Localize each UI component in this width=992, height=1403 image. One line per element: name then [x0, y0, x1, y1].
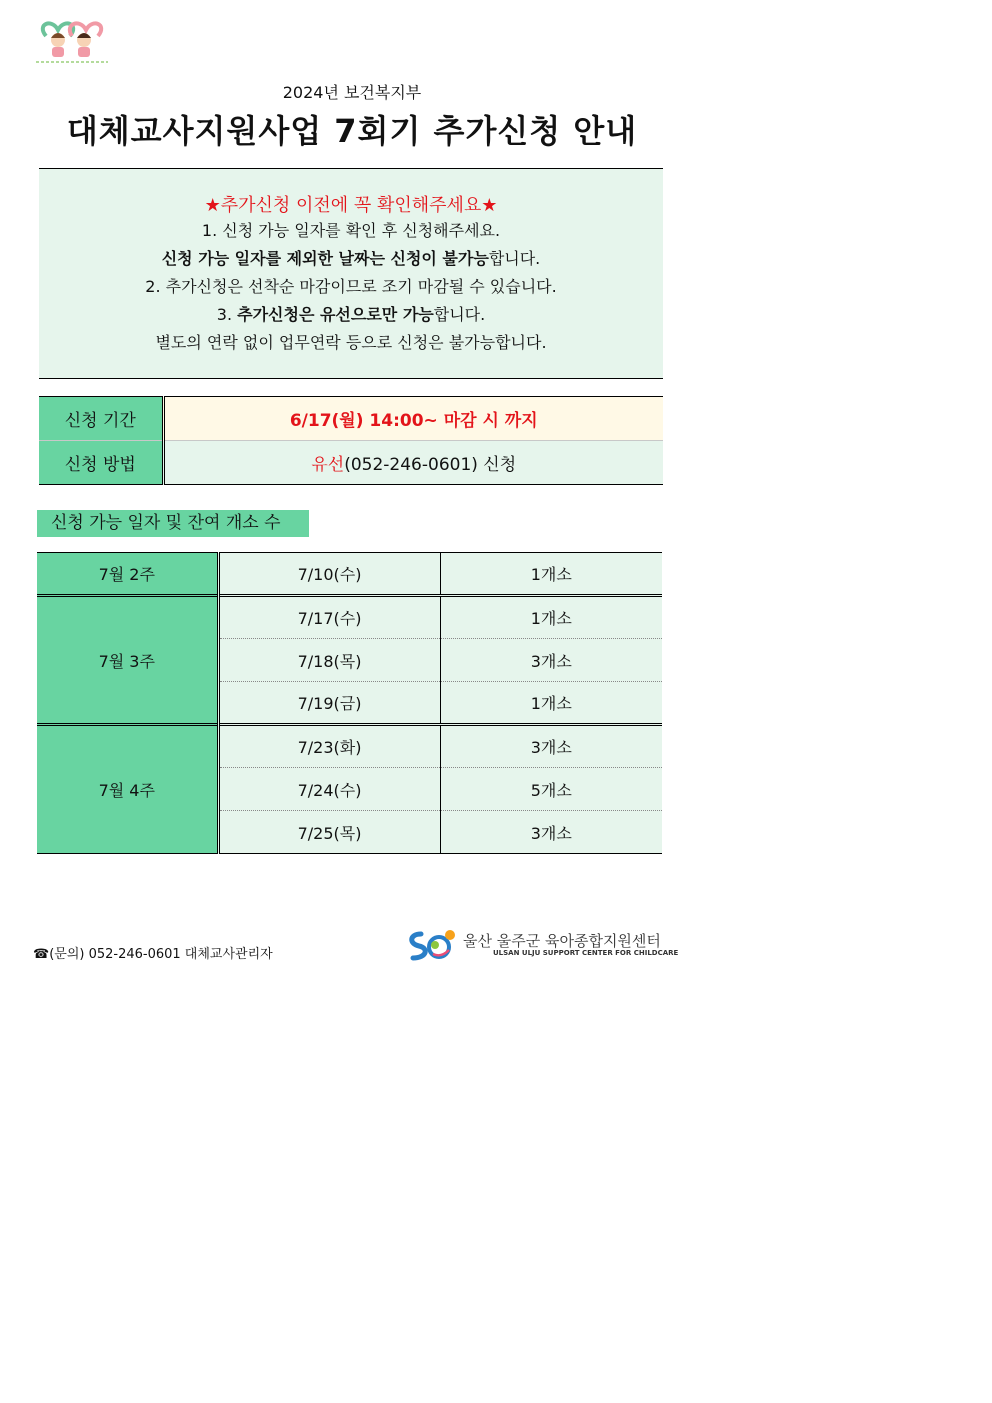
- application-info-table: [39, 396, 663, 485]
- count-cell: 1개소: [440, 596, 662, 639]
- notice-line-4-rest: 합니다.: [433, 305, 486, 324]
- count-cell: 1개소: [440, 553, 662, 596]
- period-label: 신청 기간: [39, 397, 163, 441]
- method-label: 신청 방법: [39, 441, 163, 485]
- section-label: 신청 가능 일자 및 잔여 개소 수: [37, 510, 309, 537]
- notice-box: [39, 168, 663, 379]
- table-row: [37, 553, 662, 596]
- week-cell: 7월 3주: [37, 596, 218, 725]
- notice-line-1: 1. 신청 가능 일자를 확인 후 신청해주세요.: [201, 221, 501, 240]
- table-row: [37, 725, 662, 768]
- notice-line-4-bold: 추가신청은 유선으로만 가능: [237, 305, 434, 324]
- top-logo-image: [32, 20, 112, 66]
- notice-line-2-bold: 신청 가능 일자를 제외한 날짜는 신청이 불가능: [161, 249, 489, 268]
- notice-line-3: 2. 추가신청은 선착순 마감이므로 조기 마감될 수 있습니다.: [145, 277, 557, 296]
- schedule-table: [37, 552, 662, 854]
- count-cell: 3개소: [440, 725, 662, 768]
- week-cell: 7월 4주: [37, 725, 218, 854]
- notice-line-2-rest: 합니다.: [488, 249, 541, 268]
- date-cell: 7/17(수): [218, 596, 440, 639]
- date-cell: 7/19(금): [218, 682, 440, 725]
- subtitle: 2024년 보건복지부: [282, 83, 422, 102]
- period-value: 6/17(월) 14:00~ 마감 시 까지: [163, 397, 663, 441]
- center-logo: [405, 928, 679, 964]
- count-cell: 3개소: [440, 811, 662, 854]
- notice-line-5: 별도의 연락 없이 업무연락 등으로 신청은 불가능합니다.: [155, 333, 547, 352]
- date-cell: 7/24(수): [218, 768, 440, 811]
- notice-line-4-prefix: 3.: [216, 305, 238, 324]
- count-cell: 1개소: [440, 682, 662, 725]
- count-cell: 3개소: [440, 639, 662, 682]
- notice-line-2: [39, 245, 663, 273]
- count-cell: 5개소: [440, 768, 662, 811]
- page-title: 대체교사지원사업 7회기 추가신청 안내: [66, 112, 638, 150]
- center-name-english: ULSAN ULJU SUPPORT CENTER FOR CHILDCARE: [493, 949, 679, 957]
- info-row-method: [39, 441, 663, 485]
- contact-info: ☎(문의) 052-246-0601 대체교사관리자: [33, 947, 273, 962]
- date-cell: 7/23(화): [218, 725, 440, 768]
- date-cell: 7/18(목): [218, 639, 440, 682]
- date-cell: 7/25(목): [218, 811, 440, 854]
- method-value-rest: (052-246-0601) 신청: [344, 455, 517, 475]
- method-value-red: 유선: [311, 455, 345, 475]
- info-row-period: [39, 397, 663, 441]
- date-cell: 7/10(수): [218, 553, 440, 596]
- center-logo-icon: [405, 928, 457, 962]
- week-cell: 7월 2주: [37, 553, 218, 596]
- center-name-korean: 울산 울주군 육아종합지원센터: [463, 932, 661, 950]
- table-row: [37, 596, 662, 639]
- notice-line-4: [39, 301, 663, 329]
- method-value: [163, 441, 663, 485]
- notice-heading: ★추가신청 이전에 꼭 확인해주세요★: [204, 195, 498, 216]
